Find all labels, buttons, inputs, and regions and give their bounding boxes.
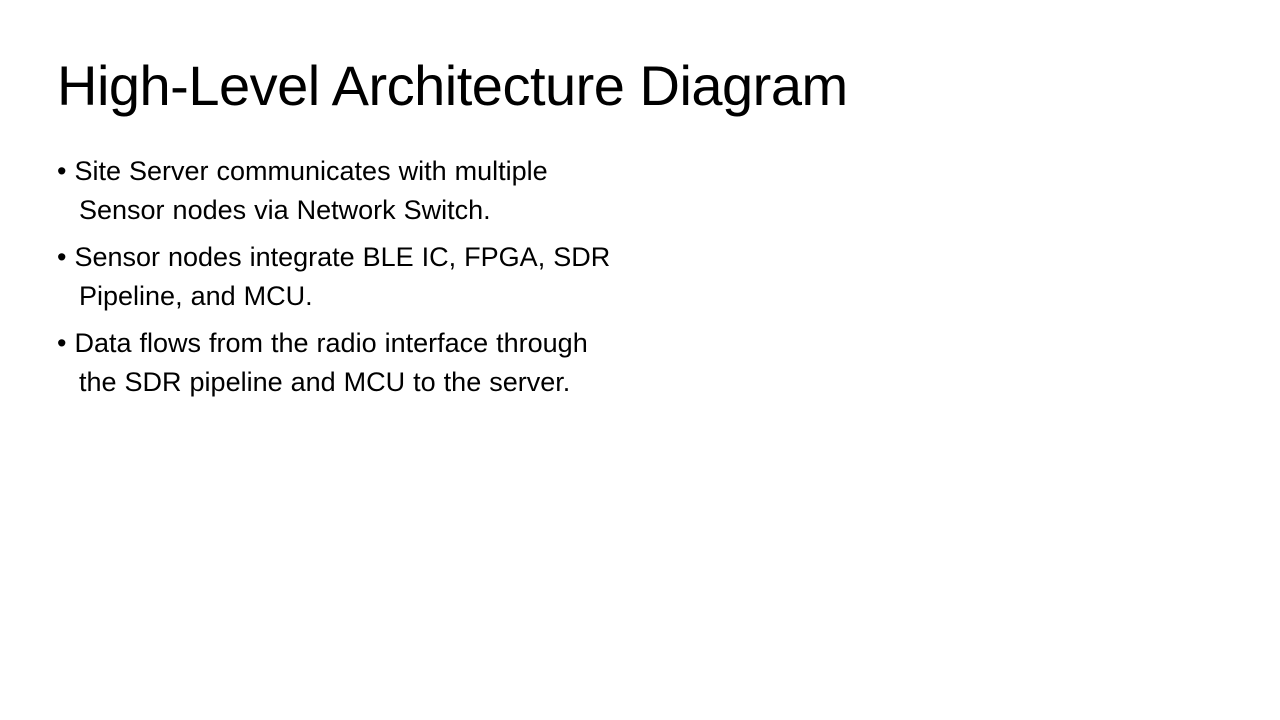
slide-body-text [57,152,617,401]
list-item: • Sensor nodes integrate BLE IC, FPGA, SDR Pipeline, and MCU. [57,242,611,311]
list-item: • Site Server communicates with multiple Sensor nodes via Network Switch. [57,156,548,225]
list-item: • Data flows from the radio interface through the SDR pipeline and MCU to the server. [57,328,588,397]
page-title: High-Level Architecture Diagram [57,54,848,117]
